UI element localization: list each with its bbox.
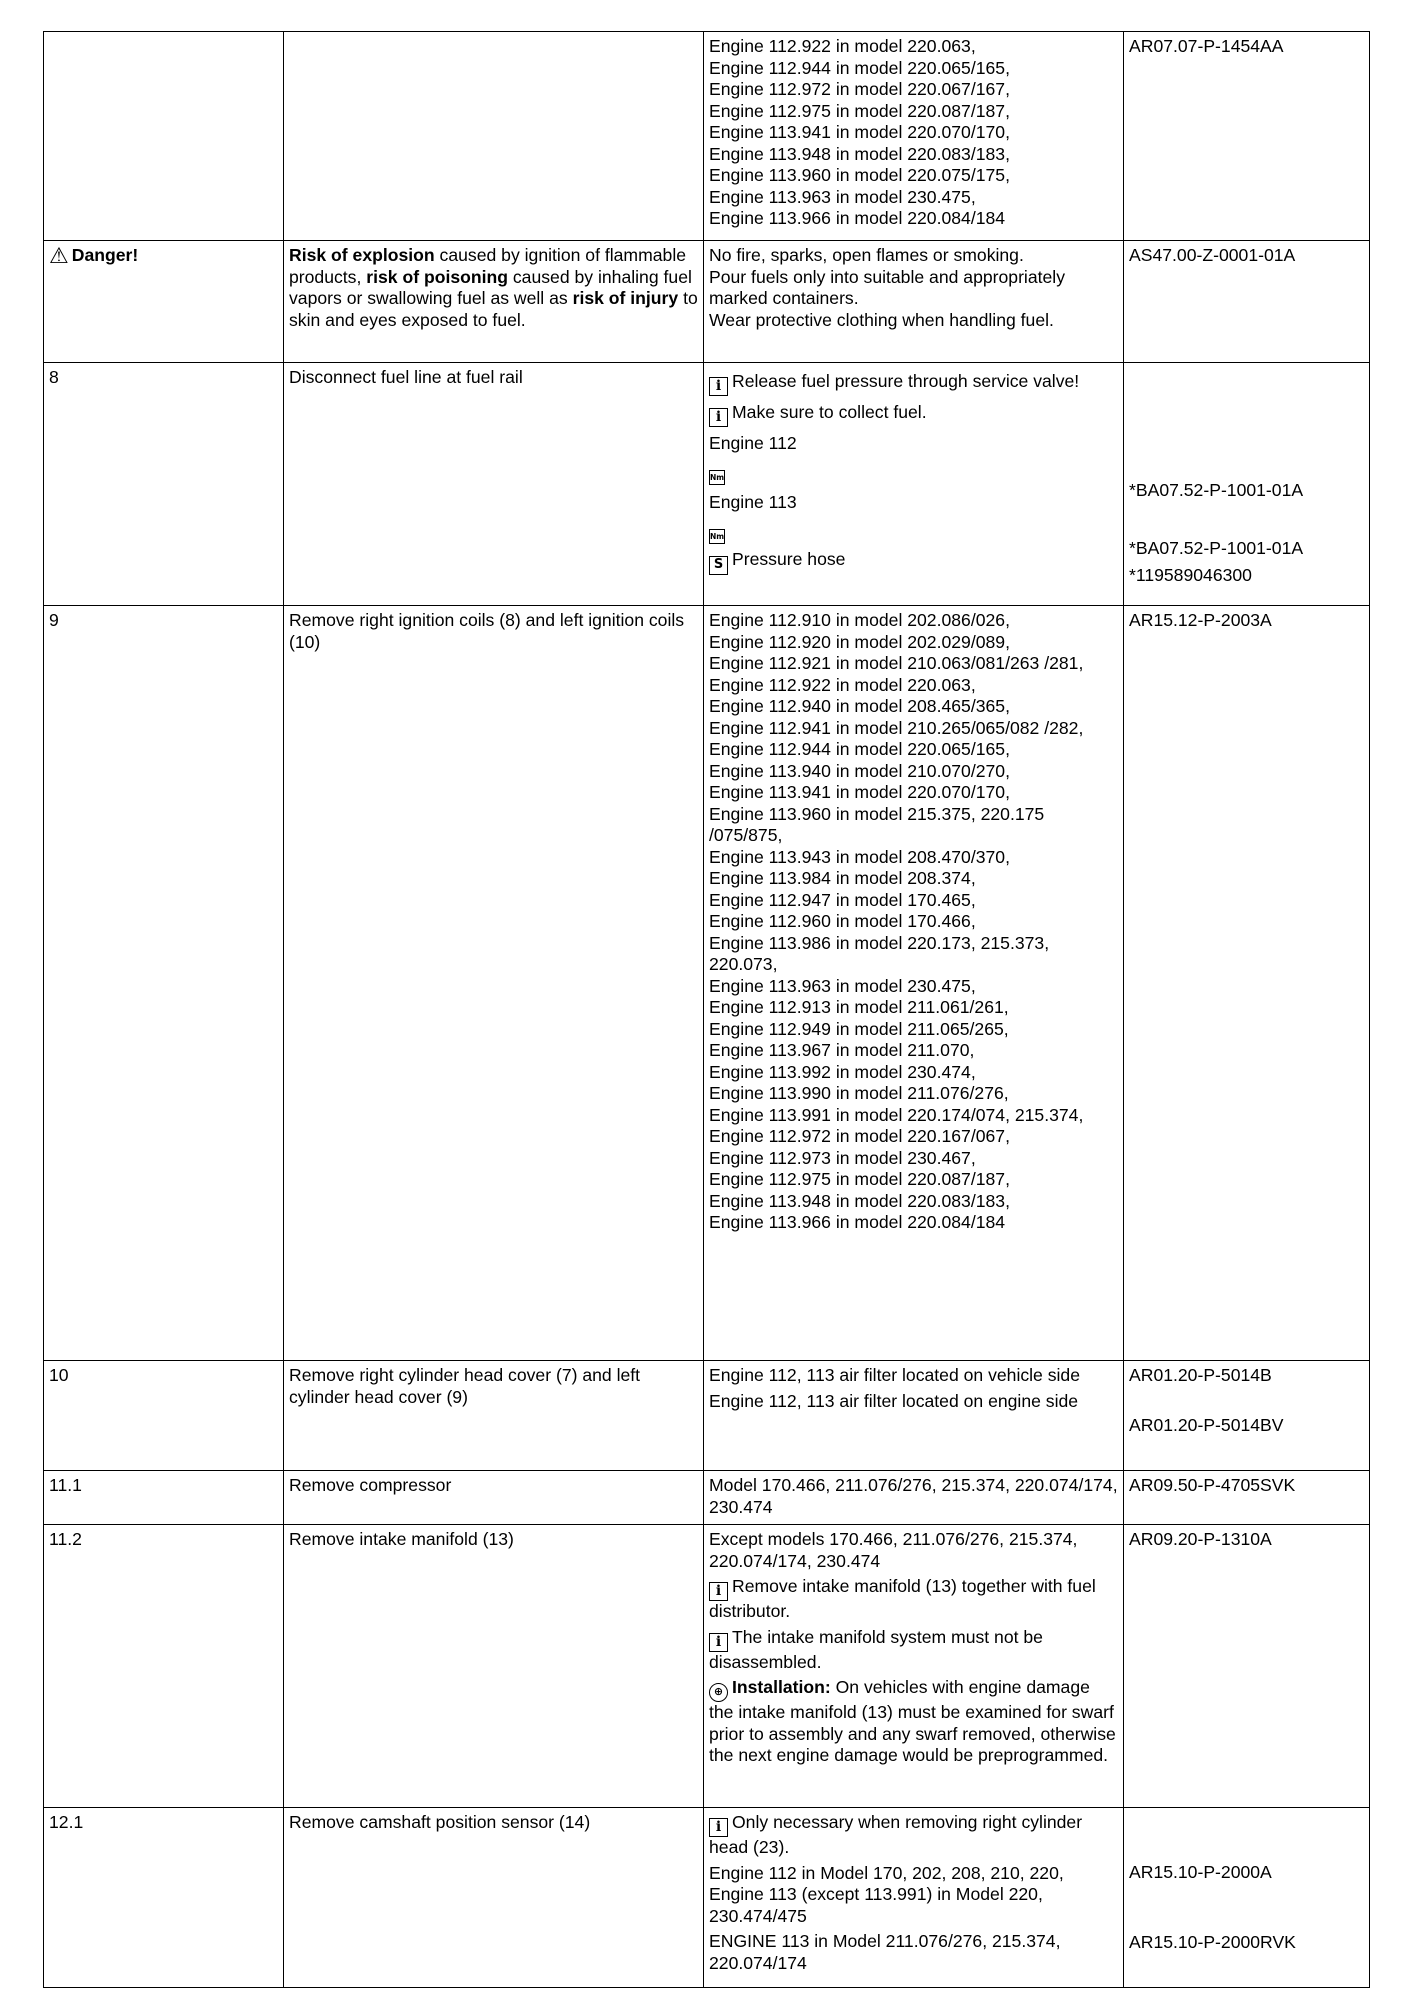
model-line: Engine 113.984 in model 208.374, <box>709 868 976 888</box>
model-line: Engine 113.966 in model 220.084/184 <box>709 208 1006 228</box>
measure-item: Wear protective clothing when handling fuel. <box>709 309 1054 330</box>
installation-label: Installation: <box>732 1677 831 1697</box>
reference-link[interactable]: AR07.07-P-1454AA <box>1129 36 1284 56</box>
torque-reference[interactable]: *BA07.52-P-1001-01A <box>1129 538 1304 558</box>
engine-label: Engine 112 <box>709 433 797 453</box>
note-text: Make sure to collect fuel. <box>732 402 927 422</box>
step-description: Remove right ignition coils (8) and left ignition coils (10) <box>289 610 685 652</box>
torque-reference[interactable]: *BA07.52-P-1001-01A <box>1129 480 1304 500</box>
step-cell <box>44 1525 284 1808</box>
reference-cell <box>1124 32 1370 241</box>
model-cell <box>704 1808 1124 1988</box>
risk-poisoning: risk of poisoning <box>366 266 508 287</box>
step-number: 12.1 <box>49 1812 84 1832</box>
model-line: Engine 112.947 in model 170.465, <box>709 889 976 910</box>
repair-instructions-document <box>43 31 1369 1988</box>
model-cell <box>704 1361 1124 1471</box>
warning-icon: ⚠ <box>49 244 69 269</box>
measure-item: No fire, sparks, open flames or smoking. <box>709 245 1024 265</box>
tool-reference[interactable]: *119589046300 <box>1129 565 1252 585</box>
model-line: Engine 112.922 in model 220.063, <box>709 674 976 695</box>
model-line: Engine 113.941 in model 220.070/170, <box>709 122 1010 142</box>
model-line: Engine 113.991 in model 220.174/074, 215.374, <box>709 1104 1084 1125</box>
model-cell <box>704 363 1124 606</box>
table-row <box>44 241 1370 363</box>
reference-link[interactable]: AR01.20-P-5014BV <box>1129 1414 1284 1435</box>
step-description: Disconnect fuel line at fuel rail <box>289 367 523 387</box>
model-text: Model 170.466, 211.076/276, 215.374, 220.074/174, 230.474 <box>709 1475 1118 1517</box>
model-line: Engine 113.966 in model 220.084/184 <box>709 1212 1006 1232</box>
model-line: Engine 112.975 in model 220.087/187, <box>709 100 1010 121</box>
risk-explosion: Risk of explosion <box>289 245 435 265</box>
model-line: Engine 112.944 in model 220.065/165, <box>709 739 1010 759</box>
description-cell <box>284 1525 704 1808</box>
step-description: Remove camshaft position sensor (14) <box>289 1812 591 1832</box>
model-line: Engine 112.960 in model 170.466, <box>709 911 976 931</box>
model-list <box>709 610 1118 1234</box>
description-cell <box>284 1471 704 1525</box>
reference-link[interactable]: AR09.20-P-1310A <box>1129 1529 1272 1549</box>
engine-label: Engine 113 <box>709 492 797 512</box>
reference-link[interactable]: AR01.20-P-5014B <box>1129 1365 1272 1385</box>
table-row <box>44 363 1370 606</box>
reference-cell <box>1124 1471 1370 1525</box>
model-text: Except models 170.466, 211.076/276, 215.374, 220.074/174, 230.474 <box>709 1529 1078 1571</box>
model-line: Engine 113.986 in model 220.173, 215.373, 220.073, <box>709 932 1050 974</box>
model-text: Engine 112 in Model 170, 202, 208, 210, 220, Engine 113 (except 113.991) in Model 220, 230.474/475 <box>709 1862 1064 1926</box>
model-text: Engine 112, 113 air filter located on engine side <box>709 1390 1079 1411</box>
special-tool-icon: S <box>709 556 728 575</box>
reference-cell <box>1124 241 1370 363</box>
model-line: Engine 113.960 in model 215.375, 220.175 /075/875, <box>709 803 1045 845</box>
step-number: 11.2 <box>49 1529 82 1549</box>
table-row <box>44 1808 1370 1988</box>
model-line: Engine 112.975 in model 220.087/187, <box>709 1169 1010 1189</box>
reference-cell <box>1124 606 1370 1361</box>
description-cell <box>284 606 704 1361</box>
step-number: 8 <box>49 367 59 387</box>
model-line: Engine 113.940 in model 210.070/270, <box>709 760 1010 781</box>
installation-icon: ⊕ <box>709 1683 728 1702</box>
reference-cell <box>1124 363 1370 606</box>
note-text: Remove intake manifold (13) together with fuel distributor. <box>709 1576 1096 1621</box>
reference-link[interactable]: AR15.12-P-2003A <box>1129 610 1272 630</box>
model-line: Engine 112.972 in model 220.167/067, <box>709 1126 1010 1146</box>
model-line: Engine 112.913 in model 211.061/261, <box>709 997 1009 1017</box>
tool-text: Pressure hose <box>732 549 846 569</box>
model-text: Engine 112, 113 air filter located on vehicle side <box>709 1365 1081 1385</box>
model-line: Engine 113.943 in model 208.470/370, <box>709 846 1010 867</box>
model-line: Engine 113.960 in model 220.075/175, <box>709 165 1010 185</box>
model-cell <box>704 1525 1124 1808</box>
step-description: Remove intake manifold (13) <box>289 1529 514 1549</box>
step-number: 11.1 <box>49 1475 82 1495</box>
model-text: ENGINE 113 in Model 211.076/276, 215.374, 220.074/174 <box>709 1931 1061 1973</box>
description-cell <box>284 1361 704 1471</box>
reference-cell <box>1124 1361 1370 1471</box>
model-line: Engine 113.992 in model 230.474, <box>709 1061 976 1082</box>
reference-link[interactable]: AR09.50-P-4705SVK <box>1129 1475 1296 1495</box>
danger-text: caused by inhaling fuel vapors or swallowing fuel as well as <box>289 266 692 308</box>
model-line: Engine 113.948 in model 220.083/183, <box>709 143 1010 164</box>
reference-link[interactable]: AR15.10-P-2000RVK <box>1129 1931 1296 1952</box>
table-row <box>44 1361 1370 1471</box>
step-cell <box>44 1471 284 1525</box>
step-cell <box>44 1808 284 1988</box>
model-line: Engine 113.963 in model 230.475, <box>709 186 976 207</box>
reference-link[interactable]: AR15.10-P-2000A <box>1129 1862 1272 1882</box>
installation-text: On vehicles with engine damage the intake manifold (13) must be examined for swarf prior to assembly and any swarf removed, otherwise the next engine damage would be preprogrammed. <box>709 1677 1116 1765</box>
model-line: Engine 113.963 in model 230.475, <box>709 975 976 996</box>
step-cell <box>44 241 284 363</box>
procedure-table <box>43 31 1370 1988</box>
description-cell <box>284 363 704 606</box>
model-cell <box>704 32 1124 241</box>
model-line: Engine 112.973 in model 230.467, <box>709 1147 976 1168</box>
model-line: Engine 112.921 in model 210.063/081/263 /281, <box>709 653 1084 673</box>
model-line: Engine 113.990 in model 211.076/276, <box>709 1083 1009 1103</box>
step-cell <box>44 1361 284 1471</box>
reference-cell <box>1124 1525 1370 1808</box>
reference-link[interactable]: AS47.00-Z-0001-01A <box>1129 245 1296 265</box>
torque-icon: Nm <box>709 470 725 485</box>
model-cell <box>704 1471 1124 1525</box>
model-line: Engine 112.941 in model 210.265/065/082 /282, <box>709 717 1084 738</box>
description-cell <box>284 1808 704 1988</box>
step-description: Remove right cylinder head cover (7) and left cylinder head cover (9) <box>289 1365 641 1407</box>
model-line: Engine 112.949 in model 211.065/265, <box>709 1018 1009 1039</box>
step-cell <box>44 363 284 606</box>
info-icon: i <box>709 377 728 396</box>
description-cell <box>284 32 704 241</box>
model-line: Engine 112.944 in model 220.065/165, <box>709 57 1010 78</box>
table-row <box>44 32 1370 241</box>
table-row <box>44 1471 1370 1525</box>
torque-icon: Nm <box>709 529 725 544</box>
step-cell <box>44 606 284 1361</box>
measure-item: Pour fuels only into suitable and appropriately marked containers. <box>709 266 1066 308</box>
model-line: Engine 112.940 in model 208.465/365, <box>709 696 1010 716</box>
danger-text: to skin and eyes exposed to fuel. <box>289 288 698 330</box>
model-line: Engine 113.948 in model 220.083/183, <box>709 1190 1010 1211</box>
table-row <box>44 1525 1370 1808</box>
model-line: Engine 112.910 in model 202.086/026, <box>709 610 1010 630</box>
step-number: 10 <box>49 1365 69 1385</box>
model-line: Engine 112.972 in model 220.067/167, <box>709 79 1010 99</box>
model-line: Engine 113.941 in model 220.070/170, <box>709 782 1010 802</box>
description-cell <box>284 241 704 363</box>
info-icon: i <box>709 1582 728 1601</box>
step-cell <box>44 32 284 241</box>
step-description: Remove compressor <box>289 1475 452 1495</box>
model-list <box>709 36 1118 230</box>
danger-label: Danger! <box>71 245 139 265</box>
table-row <box>44 606 1370 1361</box>
info-icon: i <box>709 1818 728 1837</box>
model-line: Engine 112.920 in model 202.029/089, <box>709 631 1010 652</box>
note-text: Only necessary when removing right cylinder head (23). <box>709 1812 1083 1857</box>
model-cell <box>704 606 1124 1361</box>
risk-injury: risk of injury <box>572 288 679 308</box>
step-number: 9 <box>49 610 59 630</box>
model-line: Engine 112.922 in model 220.063, <box>709 36 976 56</box>
info-icon: i <box>709 408 728 427</box>
info-icon: i <box>709 1633 728 1652</box>
measures-cell <box>704 241 1124 363</box>
danger-text: caused by ignition of flammable products, <box>289 245 687 287</box>
note-text: The intake manifold system must not be disassembled. <box>709 1626 1043 1672</box>
model-line: Engine 113.967 in model 211.070, <box>709 1040 975 1060</box>
reference-cell <box>1124 1808 1370 1988</box>
note-text: Release fuel pressure through service valve! <box>732 371 1080 391</box>
